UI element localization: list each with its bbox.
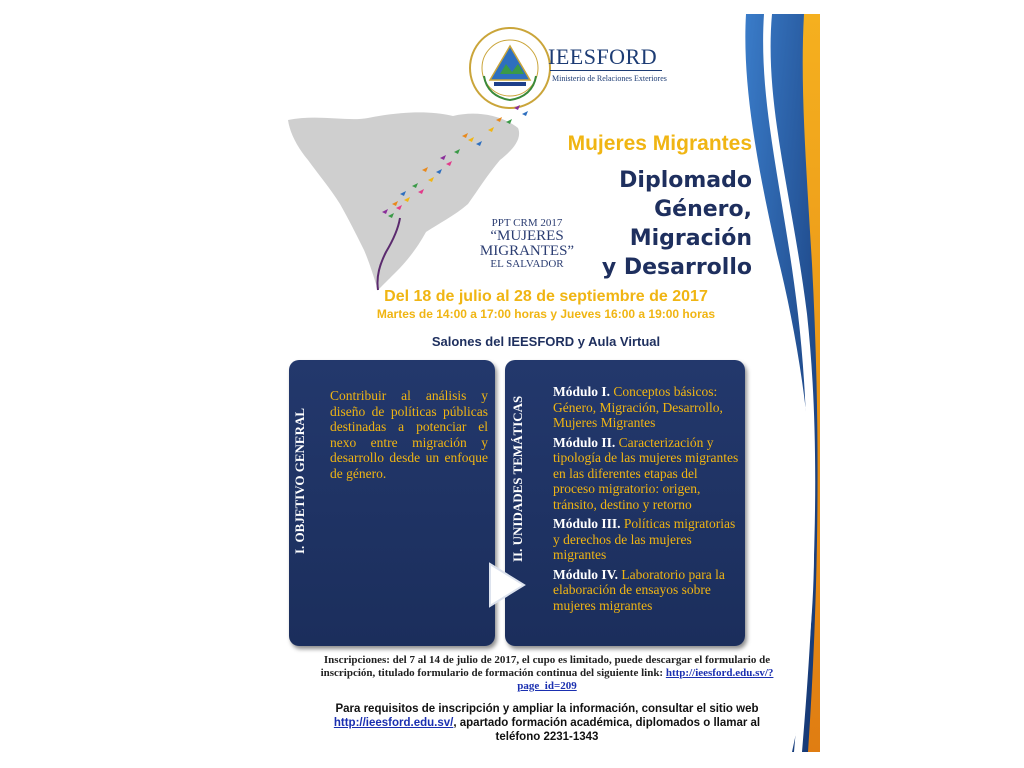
ministry-subtitle: Ministerio de Relaciones Exteriores [552, 74, 667, 83]
diplomado-line-3: Migración [629, 226, 752, 251]
schedule-block [272, 288, 820, 321]
requirements-info [312, 702, 782, 744]
diplomado-line-4: y Desarrollo [601, 255, 752, 280]
module-item [553, 516, 739, 563]
objective-text: Contribuir al análisis y diseño de políticas públicas destinadas a potenciar el nexo entre migración y desarrollo desde un enfoque de género. [330, 388, 488, 481]
module-name: Módulo II. [553, 434, 616, 450]
ppt-line-2: “MUJERES MIGRANTES” [479, 228, 575, 259]
venue: Salones del IEESFORD y Aula Virtual [431, 334, 661, 349]
module-item [553, 567, 739, 614]
north-america-map [278, 100, 558, 300]
logo-divider [550, 70, 662, 71]
diplomado-title [572, 166, 752, 282]
module-text: Conceptos básicos: Género, Migración, Desarrollo, Mujeres Migrantes [553, 384, 723, 430]
module-text: Caracterización y tipología de las mujeres migrantes en las diferentes etapas del proceso migratorio: origen, tránsito, destino y retorno [553, 434, 739, 512]
units-label: II. UNIDADES TEMÁTICAS [510, 395, 525, 562]
mujeres-migrantes-title: Mujeres Migrantes [567, 132, 752, 155]
module-text: Laboratorio para la elaboración de ensayos sobre mujeres migrantes [553, 566, 725, 613]
inscriptions-info [312, 654, 782, 693]
diplomado-line-2: Género, [654, 197, 752, 222]
inscriptions-text: Inscripciones: del 7 al 14 de julio de 2017, el cupo es limitado, puede descargar el formulario de inscripción, titulado formulario de formación continua del siguiente link: [320, 654, 771, 679]
module-name: Módulo I. [553, 384, 611, 399]
objective-label: I. OBJETIVO GENERAL [292, 407, 307, 554]
ieesford-title: IEESFORD [548, 44, 658, 69]
date-range: Del 18 de julio al 28 de septiembre de 2017 [384, 288, 708, 305]
module-item [553, 384, 739, 431]
diplomado-line-1: Diplomado [619, 168, 752, 193]
ppt-line-1: PPT CRM 2017 [491, 217, 563, 229]
module-text: Políticas migratorias y derechos de las mujeres migrantes [553, 516, 736, 562]
module-item [553, 435, 739, 513]
class-hours: Martes de 14:00 a 17:00 horas y Jueves 16:00 a 19:00 horas [376, 307, 716, 321]
flyer-page [272, 14, 820, 752]
ppt-line-3: EL SALVADOR [490, 258, 564, 270]
play-arrow-icon [486, 562, 526, 608]
module-name: Módulo IV. [553, 566, 619, 582]
website-link[interactable]: http://ieesford.edu.sv/ [333, 717, 454, 729]
module-name: Módulo III. [553, 516, 621, 531]
modules-list [553, 384, 739, 617]
requirements-text-after: , apartado formación académica, diplomados o llamar al teléfono 2231-1343 [453, 717, 761, 743]
requirements-text: Para requisitos de inscripción y ampliar la información, consultar el sitio web [335, 703, 759, 715]
registration-form-link[interactable]: http://ieesford.edu.sv/?page_id=209 [517, 667, 774, 692]
el-salvador-seal [466, 24, 554, 112]
